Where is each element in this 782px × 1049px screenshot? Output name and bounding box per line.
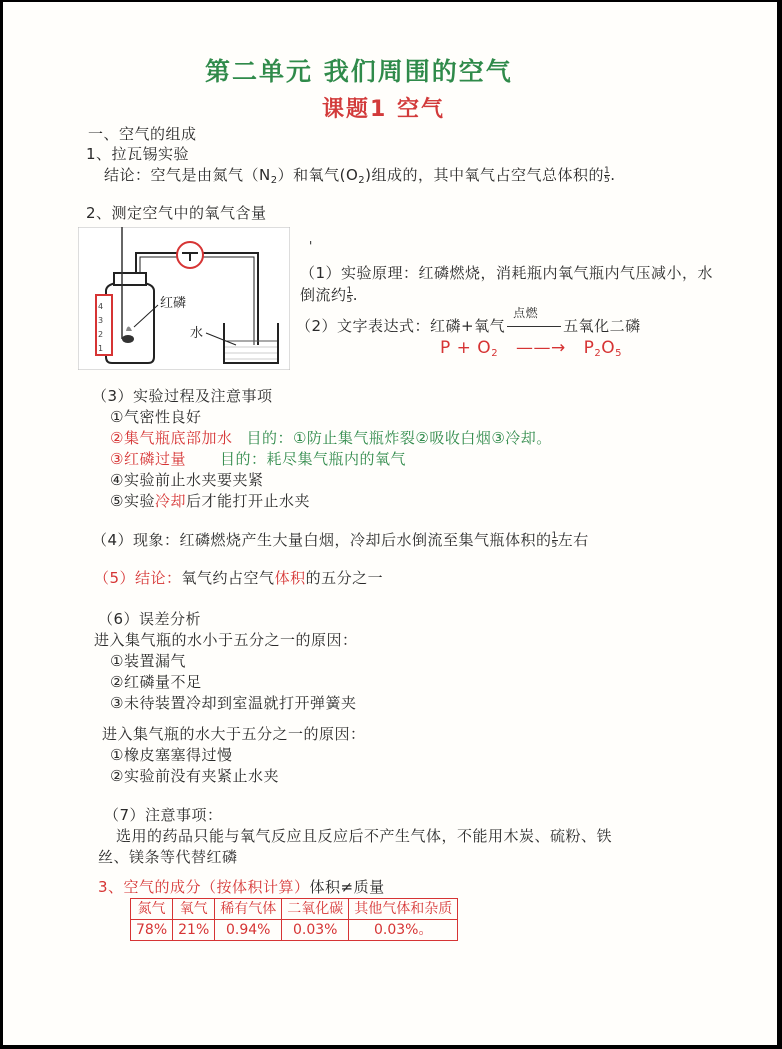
section-2-heading: 2、测定空气中的氧气含量 — [86, 204, 267, 222]
scale-mark-1: 1 — [98, 344, 104, 353]
page-subtitle: 课题1 空气 — [322, 97, 445, 122]
notes-line-1: 选用的药品只能与氧气反应且反应后不产生气体，不能用木炭、硫粉、铁 — [116, 827, 613, 845]
air-composition-table — [130, 898, 458, 941]
fraction-one-fifth: $\frac{1}{5}$ — [604, 166, 611, 185]
symbol-equation: $P + O_2$ ——→ $P_2O_5$ — [440, 338, 623, 359]
table-row — [131, 920, 458, 941]
principle-line-2: 倒流约 $\frac{1}{5}$ . — [300, 286, 359, 305]
process-item-3: ③红磷过量 目的：耗尽集气瓶内的氧气 — [110, 450, 406, 468]
error-less-2: ②红磷量不足 — [110, 673, 202, 691]
process-heading: （3）实验过程及注意事项 — [92, 387, 273, 405]
composition-heading: 3、空气的成分（按体积计算）体积≠质量 — [98, 878, 385, 896]
table-header-cell: 二氧化碳 — [282, 899, 349, 920]
table-cell: 78% — [131, 920, 173, 941]
error-less-3: ③未待装置冷却到室温就打开弹簧夹 — [110, 694, 357, 712]
error-less-heading: 进入集气瓶的水小于五分之一的原因： — [94, 631, 358, 649]
table-cell: 21% — [173, 920, 215, 941]
table-header-cell: 氮气 — [131, 899, 173, 920]
table-header-cell: 氧气 — [173, 899, 215, 920]
table-cell: 0.94% — [215, 920, 282, 941]
label-red-phosphorus: 红磷 — [160, 296, 187, 311]
error-more-2: ②实验前没有夹紧止水夹 — [110, 767, 279, 785]
reaction-condition: 点燃 — [513, 306, 539, 320]
error-more-heading: 进入集气瓶的水大于五分之一的原因： — [102, 725, 366, 743]
error-more-1: ①橡皮塞塞得过慢 — [110, 746, 233, 764]
error-less-1: ①装置漏气 — [110, 652, 186, 670]
page-title: 第二单元 我们周围的空气 — [205, 57, 513, 86]
scale-mark-2: 2 — [98, 330, 104, 339]
lavoisier-conclusion: 结论：空气是由氮气$(N_2)$和氧气$(O_2)$组成的，其中氧气占空气总体积的 $\frac{1}{5}$ . — [104, 166, 616, 186]
process-item-1: ①气密性良好 — [110, 408, 202, 426]
table-header-cell: 稀有气体 — [215, 899, 282, 920]
scale-mark-3: 3 — [98, 316, 104, 325]
phenomenon: （4）现象：红磷燃烧产生大量白烟，冷却后水倒流至集气瓶体积的 $\frac{1}{5}$ 左右 — [92, 531, 589, 550]
notes-heading: （7）注意事项： — [104, 806, 223, 824]
tick-mark: ' — [309, 239, 313, 253]
process-item-2: ②集气瓶底部加水 目的：①防止集气瓶炸裂②吸收白烟③冷却。 — [110, 429, 552, 447]
label-water: 水 — [190, 326, 204, 341]
lavoisier-heading: 1、拉瓦锡实验 — [86, 145, 190, 163]
apparatus-diagram — [78, 227, 290, 370]
process-item-5: ⑤实验冷却后才能打开止水夹 — [110, 492, 310, 510]
notes-line-2: 丝、镁条等代替红磷 — [98, 848, 238, 866]
error-heading: （6）误差分析 — [98, 610, 202, 628]
scale-mark-4: 4 — [98, 302, 104, 311]
section-1-heading: 一、空气的组成 — [88, 125, 197, 143]
table-header-cell: 其他气体和杂质 — [349, 899, 458, 920]
process-item-4: ④实验前止水夹要夹紧 — [110, 471, 264, 489]
table-header-row — [131, 899, 458, 920]
principle-line-1: （1）实验原理：红磷燃烧，消耗瓶内氧气瓶内气压减小，水 — [300, 264, 714, 282]
conclusion: （5）结论：氧气约占空气体积的五分之一 — [94, 569, 384, 587]
table-cell: 0.03% — [282, 920, 349, 941]
table-cell: 0.03%。 — [349, 920, 458, 941]
word-equation: （2）文字表达式：红磷+氧气 点燃 五氧化二磷 — [296, 316, 641, 336]
